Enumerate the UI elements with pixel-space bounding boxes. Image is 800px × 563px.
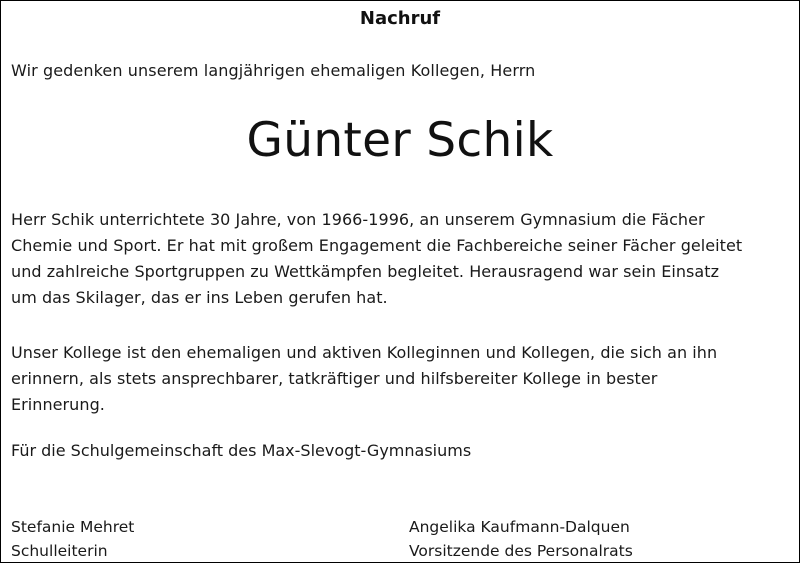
paragraph-line: Chemie und Sport. Er hat mit großem Engagement die Fachbereiche seiner Fächer geleitet (11, 236, 743, 255)
signatory-role: Schulleiterin (11, 542, 108, 560)
signatory-name: Stefanie Mehret (11, 518, 135, 536)
intro-line: Wir gedenken unserem langjährigen ehemaligen Kollegen, Herrn (11, 61, 536, 80)
paragraph-line: und zahlreiche Sportgruppen zu Wettkämpfen begleitet. Herausragend war sein Einsatz (11, 262, 720, 281)
signatory-name: Angelika Kaufmann-Dalquen (409, 518, 630, 536)
signatory-role: Vorsitzende des Personalrats (409, 542, 633, 560)
paragraph-line: um das Skilager, das er ins Leben gerufen hat. (11, 288, 388, 307)
signature-right (409, 515, 633, 563)
paragraph-line: Herr Schik unterrichtete 30 Jahre, von 1966-1996, an unserem Gymnasium die Fächer (11, 210, 705, 229)
closing-line: Für die Schulgemeinschaft des Max-Slevogt-Gymnasiums (11, 441, 472, 460)
deceased-name: Günter Schik (246, 113, 554, 168)
paragraph-line: Unser Kollege ist den ehemaligen und aktiven Kolleginnen und Kollegen, die sich an ihn (11, 343, 718, 362)
paragraph-line: Erinnerung. (11, 395, 105, 414)
paragraph-career (11, 207, 796, 311)
notice-title: Nachruf (359, 8, 441, 29)
paragraph-line: erinnern, als stets ansprechbarer, tatkräftiger und hilfsbereiter Kollege in bester (11, 369, 658, 388)
signature-left (11, 515, 134, 563)
paragraph-remembrance (11, 340, 796, 418)
